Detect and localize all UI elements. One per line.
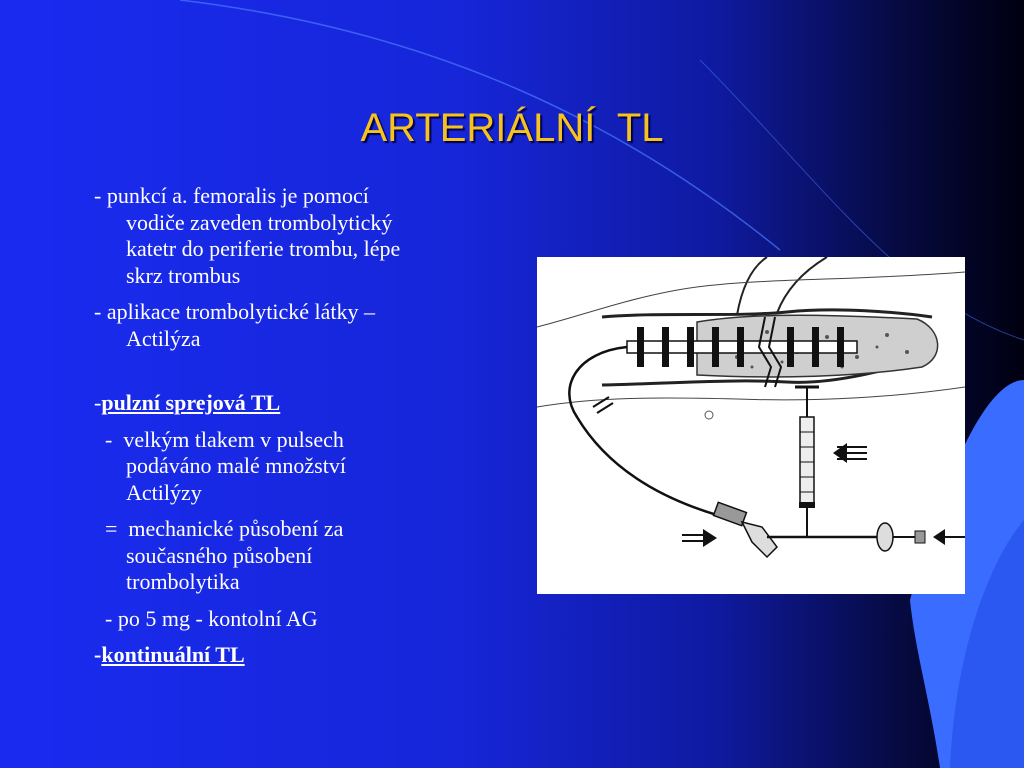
bullet-femoral-puncture (86, 183, 506, 289)
heading-prefix: - (94, 390, 102, 415)
slide-body (86, 183, 506, 669)
sub-bullet-high-pressure (86, 427, 506, 507)
bullet-line: podáváno malé množství (126, 453, 346, 478)
bullet-line: katetr do periferie trombu, lépe (126, 236, 401, 261)
heading-text: kontinuální TL (101, 642, 245, 667)
bullet-line: současného působení (126, 542, 313, 568)
sub-bullet-control-ag (86, 606, 506, 633)
catheter-diagram-image (537, 257, 965, 594)
bullet-line: Actilýza (126, 325, 201, 351)
heading-continuous (86, 642, 506, 669)
heading-prefix: - (94, 642, 102, 667)
sub-bullet-mechanical-effect (86, 516, 506, 596)
bullet-line: - po 5 mg - kontolní AG (94, 605, 318, 631)
heading-text: pulzní sprejová TL (101, 390, 281, 415)
bullet-line: vodiče zaveden trombolytický (126, 209, 393, 235)
bullet-line: - punkcí a. femoralis je pomocí (94, 183, 369, 208)
bullet-line: trombolytika (126, 569, 240, 594)
bullet-line: = mechanické působení za (94, 516, 344, 541)
bullet-line: - aplikace trombolytické látky – (94, 299, 376, 324)
bullet-line: - velkým tlakem v pulsech (94, 426, 344, 452)
heading-pulse-spray (86, 390, 506, 417)
bullet-line: Actilýzy (126, 479, 202, 505)
slide-title: ARTERIÁLNÍ TL (360, 106, 664, 150)
bullet-line: skrz trombus (126, 262, 241, 288)
catheter-thrombolysis-diagram-icon (537, 257, 965, 594)
bullet-thrombolytic-application (86, 299, 506, 352)
